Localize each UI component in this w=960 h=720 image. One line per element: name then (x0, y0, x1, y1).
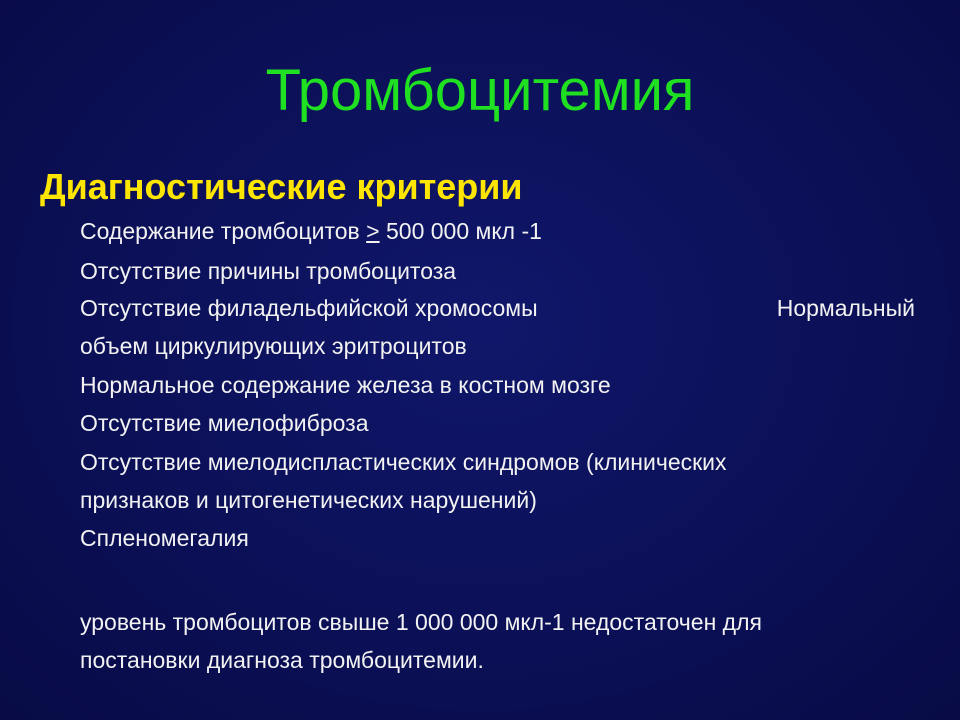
criterion-splenomegaly: Спленомегалия (80, 525, 249, 551)
criterion-no-cause: Отсутствие причины тромбоцитоза (80, 258, 457, 284)
note-line1: уровень тромбоцитов свыше 1 000 000 мкл-1 недостаточен для (80, 609, 762, 635)
criterion-normal-volume-start: Нормальный (776, 295, 915, 321)
criterion-no-philadelphia: Отсутствие филадельфийской хромосомы (80, 295, 538, 321)
criterion-platelet-prefix: Содержание тромбоцитов (80, 218, 367, 244)
criterion-normal-iron: Нормальное содержание железа в костном мозге (80, 372, 611, 398)
criterion-no-mds-line2: признаков и цитогенетических нарушений) (80, 487, 537, 513)
criterion-no-mds-line1: Отсутствие миелодиспластических синдромов (клинических (80, 449, 727, 475)
criterion-no-myelofibrosis: Отсутствие миелофиброза (80, 410, 369, 436)
slide-title: Тромбоцитемия (265, 58, 695, 123)
note-line2: постановки диагноза тромбоцитемии. (80, 647, 484, 673)
criterion-platelet-count (80, 217, 542, 245)
criterion-normal-volume-end: объем циркулирующих эритроцитов (80, 333, 467, 359)
greater-or-equal-symbol: > (366, 218, 380, 244)
slide-subtitle: Диагностические критерии (40, 166, 523, 207)
criterion-platelet-suffix: 500 000 мкл -1 (379, 218, 542, 244)
